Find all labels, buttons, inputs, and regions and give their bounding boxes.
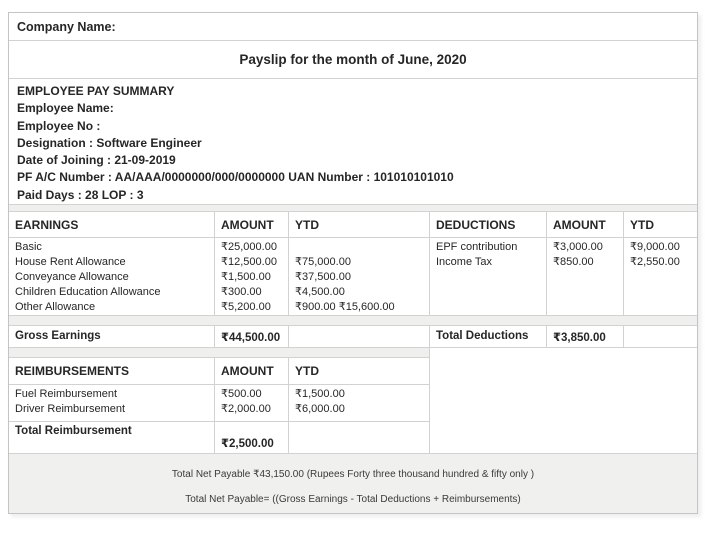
deductions-header: DEDUCTIONS [429,212,546,238]
earnings-ytds [288,238,429,316]
deductions-amounts [546,238,623,316]
reimbursements-row-label: Driver Reimbursement [15,403,126,415]
earnings-row-amount: ₹300.00 [221,286,262,298]
earnings-row-label: Basic [15,241,42,253]
pay-tables [9,212,697,453]
reimbursements-row-ytd: ₹6,000.00 [295,403,345,415]
deductions-empty-area [429,348,697,453]
earnings-row-amount: ₹1,500.00 [221,271,271,283]
summary-line-pf-uan: PF A/C Number : AA/AAA/0000000/000/0000000 UAN Number : 101010101010 [17,170,454,185]
earnings-ytd-header: YTD [288,212,429,238]
deductions-row-amount: ₹3,000.00 [553,241,603,253]
gross-earnings-amount: ₹44,500.00 [214,326,288,348]
earnings-row-amount: ₹5,200.00 [221,301,271,313]
reimbursements-labels [9,385,214,422]
deductions-labels [429,238,546,316]
reimbursements-amounts [214,385,288,422]
earnings-row-ytd: ₹37,500.00 [295,271,351,283]
earnings-row-ytd [295,240,429,255]
summary-line-date-of-joining: Date of Joining : 21-09-2019 [17,153,176,168]
deductions-row-label: EPF contribution [436,241,518,253]
reimbursements-ytd-header: YTD [288,358,429,385]
earnings-row-amount: ₹12,500.00 [221,256,277,268]
total-reimbursement-ytd-blank [288,422,429,453]
earnings-row-ytd: ₹900.00 ₹15,600.00 [295,301,395,313]
reimbursements-header: REIMBURSEMENTS [9,358,214,385]
reimbursements-row-amount: ₹500.00 [221,388,262,400]
payslip-title: Payslip for the month of June, 2020 [239,52,467,67]
earnings-row-label: Conveyance Allowance [15,271,129,283]
payslip-document [8,12,698,514]
separator-strip [9,316,697,326]
summary-heading: EMPLOYEE PAY SUMMARY [17,84,175,98]
deductions-amount-header: AMOUNT [546,212,623,238]
summary-line-employee-name: Employee Name: [17,101,114,116]
total-reimbursement-amount: ₹2,500.00 [214,422,288,453]
deductions-row-ytd: ₹9,000.00 [630,241,680,253]
deductions-row-amount: ₹850.00 [553,256,594,268]
earnings-header: EARNINGS [9,212,214,238]
total-deductions-ytd-blank [623,326,697,348]
deductions-row-ytd: ₹2,550.00 [630,256,680,268]
summary-line-employee-no: Employee No : [17,118,101,133]
earnings-amounts [214,238,288,316]
total-reimbursement-label: Total Reimbursement [15,425,132,437]
net-payable-text: Total Net Payable ₹43,150.00 (Rupees Forty three thousand hundred & fifty only ) [171,469,535,480]
net-payable-footer [9,453,697,513]
deductions-ytds [623,238,697,316]
net-payable-formula: Total Net Payable= ((Gross Earnings - Total Deductions + Reimbursements) [185,494,521,505]
company-name-row [9,13,697,41]
gross-earnings-label: Gross Earnings [9,326,214,348]
employee-pay-summary [9,79,697,205]
summary-line-designation: Designation : Software Engineer [17,135,202,150]
total-deductions-label: Total Deductions [429,326,546,348]
reimbursements-row-label: Fuel Reimbursement [15,388,118,400]
reimbursements-row-ytd: ₹1,500.00 [295,388,345,400]
earnings-amount-header: AMOUNT [214,212,288,238]
reimbursements-ytds [288,385,429,422]
deductions-ytd-header: YTD [623,212,697,238]
separator-strip [9,348,429,358]
earnings-row-ytd: ₹75,000.00 [295,256,351,268]
separator-strip [9,205,697,212]
earnings-row-amount: ₹25,000.00 [221,241,277,253]
company-name-label: Company Name: [17,19,116,34]
earnings-row-label: House Rent Allowance [15,256,126,268]
reimbursements-amount-header: AMOUNT [214,358,288,385]
summary-line-paid-days: Paid Days : 28 LOP : 3 [17,187,144,202]
total-deductions-amount: ₹3,850.00 [546,326,623,348]
earnings-row-label: Other Allowance [15,301,96,313]
payslip-title-row [9,41,697,79]
reimbursements-row-amount: ₹2,000.00 [221,403,271,415]
earnings-row-label: Children Education Allowance [15,286,161,298]
earnings-row-ytd: ₹4,500.00 [295,286,345,298]
deductions-row-label: Income Tax [436,256,493,268]
earnings-labels [9,238,214,316]
gross-earnings-ytd-blank [288,326,429,348]
